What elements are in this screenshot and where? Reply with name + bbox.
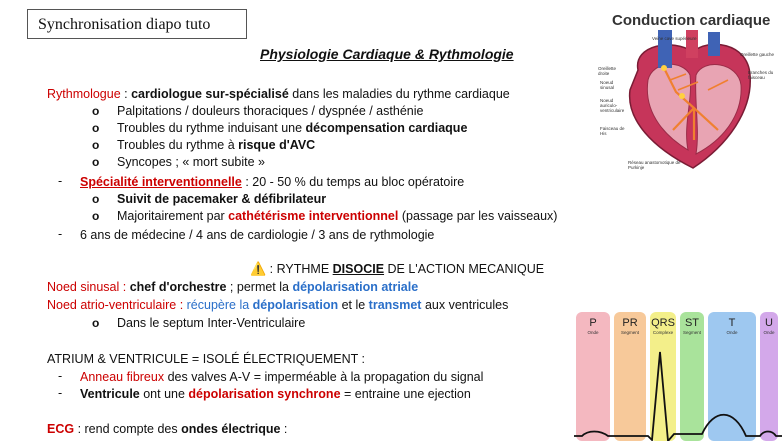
- heart-label: Faisceau de His: [600, 126, 625, 136]
- list-item: Majoritairement par cathétérisme interventionnel (passage par les vaisseaux): [117, 209, 558, 223]
- rythmologue-term: Rythmologue: [47, 87, 121, 101]
- interventional-line: Spécialité interventionnelle : 20 - 50 % du temps au bloc opératoire: [80, 175, 465, 189]
- ecg-line: ECG : rend compte des ondes électrique :: [47, 422, 288, 436]
- bullet-o: o: [92, 155, 100, 169]
- ecg-segment-label: U: [765, 317, 773, 329]
- list-item: Troubles du rythme induisant une décompensation cardiaque: [117, 121, 468, 135]
- dash-bullet: -: [58, 369, 63, 383]
- list-item: Palpitations / douleurs thoraciques / dyspnée / asthénie: [117, 104, 424, 118]
- heart-label: Oreillette droite: [598, 66, 617, 76]
- warning-icon: ⚠️: [250, 261, 267, 276]
- noeud-sinusal-line: Noed sinusal : chef d'orchestre ; permet la dépolarisation atriale: [47, 280, 419, 294]
- list-item: Suivit de pacemaker & défibrilateur: [117, 192, 327, 206]
- bullet-o: o: [92, 104, 100, 118]
- atrium-heading: ATRIUM & VENTRICULE = ISOLÉ ÉLECTRIQUEMENT :: [47, 352, 365, 366]
- ecg-segment-label: QRS: [651, 317, 675, 329]
- heart-label: Réseau anastomotique de Purkinje: [628, 160, 681, 170]
- heart-label: Veine cave supérieure: [652, 36, 697, 41]
- noeud-av-line: Noed atrio-ventriculaire : récupère la dépolarisation et le transmet aux ventricules: [47, 298, 509, 312]
- rythmologue-line: Rythmologue : cardiologue sur-spécialisé dans les maladies du rythme cardiaque: [47, 87, 510, 101]
- bullet-o: o: [92, 316, 100, 330]
- ecg-segment-sublabel: Onde: [726, 330, 738, 335]
- ecg-segment-sublabel: Complexe: [652, 330, 674, 335]
- heart-label: Oreillette gauche: [740, 52, 775, 57]
- sync-label: Synchronisation diapo tuto: [27, 9, 247, 39]
- studies-line: 6 ans de médecine / 4 ans de cardiologie / 3 ans de rythmologie: [80, 228, 435, 242]
- list-item: Syncopes ; « mort subite »: [117, 155, 265, 169]
- list-item: Dans le septum Inter-Ventriculaire: [117, 316, 306, 330]
- heart-diagram-title: Conduction cardiaque: [612, 12, 771, 29]
- ecg-segment-sublabel: Onde: [763, 330, 775, 335]
- ecg-segment-label: P: [589, 317, 597, 329]
- dash-bullet: -: [58, 227, 63, 241]
- bullet-o: o: [92, 138, 100, 152]
- bullet-o: o: [92, 209, 100, 223]
- ecg-segment-sublabel: Segment: [620, 330, 639, 335]
- ecg-segment-label: T: [728, 317, 736, 329]
- warning-line: ⚠️ : RYTHME DISOCIE DE L'ACTION MECANIQUE: [250, 261, 545, 276]
- list-item: Ventricule ont une dépolarisation synchrone = entraine une ejection: [80, 387, 471, 401]
- ecg-segment-sublabel: Onde: [587, 330, 599, 335]
- heart-label: Noeud auriculo-ventriculaire: [600, 98, 625, 113]
- page-title: Physiologie Cardiaque & Rythmologie: [260, 46, 514, 62]
- bullet-o: o: [92, 121, 100, 135]
- ecg-segment-label: PR: [622, 317, 638, 329]
- heart-label: Branches du faisceau: [748, 70, 774, 80]
- dash-bullet: -: [58, 386, 63, 400]
- ecg-segment-sublabel: Segment: [682, 330, 701, 335]
- dash-bullet: -: [58, 174, 63, 188]
- bullet-o: o: [92, 192, 100, 206]
- list-item: Anneau fibreux des valves A-V = imperméable à la propagation du signal: [80, 370, 484, 384]
- heart-label: Noeud sinusal: [600, 80, 615, 90]
- ecg-segment-label: ST: [684, 317, 700, 329]
- list-item: Troubles du rythme à risque d'AVC: [117, 138, 316, 152]
